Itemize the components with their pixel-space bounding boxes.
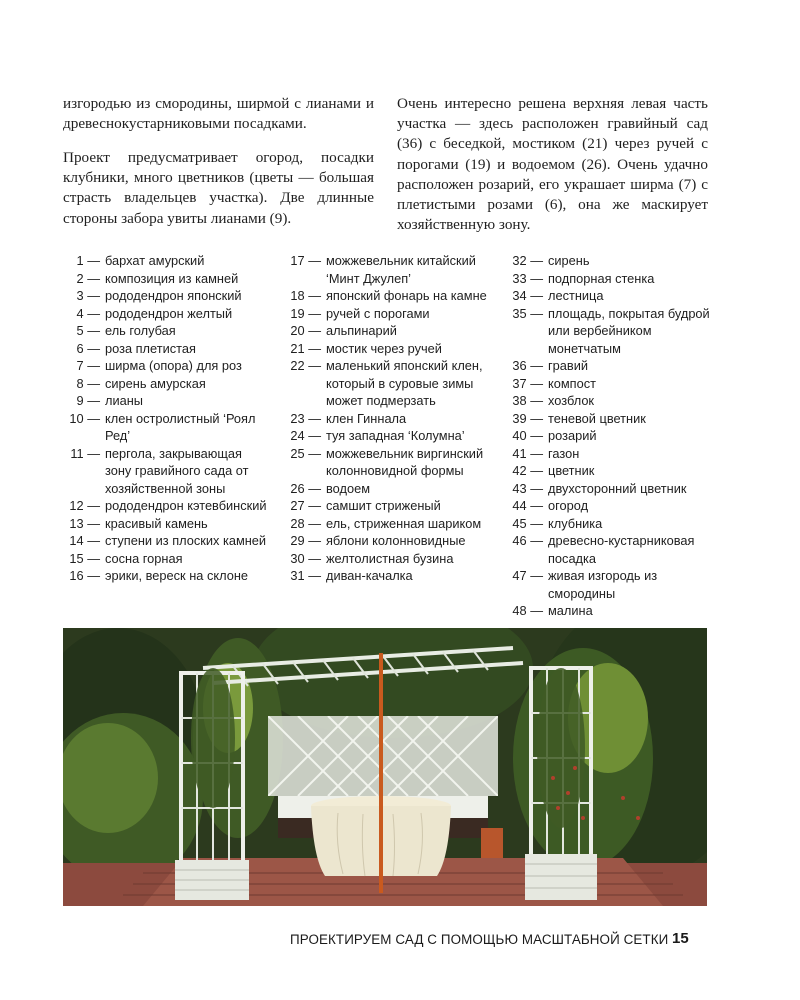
legend-number: 14 — <box>69 533 100 548</box>
legend-label: эрики, вереск на склоне <box>105 568 249 583</box>
legend-number: 42 — <box>512 463 543 478</box>
legend-number: 10 — <box>69 410 100 426</box>
umbrella-pole <box>379 653 383 893</box>
legend-label: теневой цветник <box>548 410 646 426</box>
legend-item <box>58 270 268 288</box>
legend-label: ель, стриженная шариком <box>326 515 482 531</box>
legend-number: 37 — <box>512 375 543 391</box>
legend-number: 13 — <box>69 515 100 531</box>
legend-item <box>283 515 498 533</box>
legend-label: можжевельник китайский ‘Минт Джулеп’ <box>326 253 476 286</box>
legend-item <box>58 287 268 305</box>
legend-label: яблони колонновидные <box>326 533 466 548</box>
legend-number: 28 — <box>290 515 321 531</box>
legend-item <box>283 427 498 445</box>
legend-number: 8 — <box>76 375 100 391</box>
legend-number: 18 — <box>290 288 321 303</box>
legend-item <box>58 392 268 410</box>
legend-item <box>58 357 268 375</box>
legend-number: 36 — <box>512 358 543 373</box>
legend-item <box>505 252 715 270</box>
legend-label: пергола, закрывающая зону гравийного сада от хозяйственной зоны <box>105 445 249 496</box>
legend-item <box>58 567 268 585</box>
legend-number: 30 — <box>290 550 321 566</box>
running-footer-title: ПРОЕКТИРУЕМ САД С ПОМОЩЬЮ МАСШТАБНОЙ СЕТКИ <box>290 932 669 947</box>
legend-item <box>283 322 498 340</box>
legend-item <box>283 287 498 305</box>
legend-label: японский фонарь на камне <box>326 288 487 303</box>
body-paragraph-left-2: Проект предусматривает огород, посадки клубники, много цветников (цветы — большая страсть владельцев участка). Две длинные стороны забора увиты лианами (9). <box>63 149 374 227</box>
legend-label: маленький японский клен, который в суровые зимы может подмерзать <box>326 358 483 408</box>
legend-number: 29 — <box>290 533 321 548</box>
legend-number: 43 — <box>512 480 543 496</box>
legend-item <box>505 410 715 428</box>
legend-number: 45 — <box>512 515 543 531</box>
legend-label: мостик через ручей <box>326 340 442 356</box>
pot-right <box>481 828 503 858</box>
legend-number: 2 — <box>76 270 100 286</box>
legend-number: 23 — <box>290 410 321 426</box>
legend-item <box>505 392 715 410</box>
legend-label: клубника <box>548 515 603 531</box>
legend-item <box>283 357 498 410</box>
legend-number: 39 — <box>512 410 543 426</box>
legend-label: гравий <box>548 358 588 373</box>
pergola-garden-illustration <box>63 628 707 906</box>
legend-number: 31 — <box>290 568 321 583</box>
body-paragraph-right-1: Очень интересно решена верхняя левая часть участка — здесь расположен гравийный сад (36) с беседкой, мостиком (21) через ручей с порогами (19) и водоемом (26). Очень удачно расположен розарий, его украшает ширма (7) с плетистыми розами (6), она же маскирует хозяйственную зону. <box>397 95 708 234</box>
legend-number: 22 — <box>290 358 321 373</box>
legend-item <box>283 480 498 498</box>
legend-number: 15 — <box>69 550 100 566</box>
legend-label: альпинарий <box>326 323 397 338</box>
legend-item <box>58 322 268 340</box>
legend-label: рододендрон японский <box>105 288 242 303</box>
legend-label: самшит стриженый <box>326 498 441 513</box>
legend-number: 44 — <box>512 498 543 513</box>
legend-number: 21 — <box>290 340 321 356</box>
legend-item <box>58 445 268 498</box>
legend-label: древесно-кустарниковая посадка <box>548 533 695 566</box>
legend-item <box>58 497 268 515</box>
legend-item <box>505 462 715 480</box>
legend-number: 27 — <box>290 498 321 513</box>
legend-label: красивый камень <box>105 515 208 531</box>
legend-number: 12 — <box>69 498 100 513</box>
legend-item <box>58 340 268 358</box>
legend-number: 35 — <box>512 305 543 321</box>
legend-label: живая изгородь из смородины <box>548 568 658 601</box>
legend-item <box>505 287 715 305</box>
legend-number: 17 — <box>290 253 321 268</box>
legend-label: желтолистная бузина <box>326 550 454 566</box>
pergola-garden-photo <box>63 628 707 906</box>
legend-number: 20 — <box>290 323 321 338</box>
legend-label: огород <box>548 498 589 513</box>
legend-column-2 <box>283 252 498 585</box>
legend-item <box>505 532 715 567</box>
legend-item <box>505 305 715 358</box>
legend-label: сосна горная <box>105 550 183 566</box>
vine-left-pillar <box>191 668 235 808</box>
legend-number: 16 — <box>69 568 100 583</box>
legend-number: 34 — <box>512 288 543 303</box>
legend-item <box>283 305 498 323</box>
legend-item <box>505 567 715 602</box>
legend-item <box>505 270 715 288</box>
legend-item <box>505 480 715 498</box>
legend-number: 1 — <box>76 253 100 268</box>
legend-number: 24 — <box>290 428 321 443</box>
legend-label: компост <box>548 375 596 391</box>
planter-right <box>525 854 597 900</box>
legend-item <box>283 497 498 515</box>
legend-item <box>58 550 268 568</box>
legend-label: клен остролистный ‘Роял Ред’ <box>105 410 256 443</box>
legend-item <box>505 602 715 620</box>
legend-label: бархат амурский <box>105 253 205 268</box>
body-paragraph-left-1: изгородью из смородины, ширмой с лианами и древеснокустарниковыми посадками. <box>63 95 374 133</box>
legend-label: ширма (опора) для роз <box>105 358 242 373</box>
legend-label: ель голубая <box>105 323 176 338</box>
legend-item <box>505 375 715 393</box>
legend-label: ступени из плоских камней <box>105 533 267 548</box>
legend-number: 25 — <box>290 445 321 461</box>
legend-item <box>58 515 268 533</box>
legend-item <box>283 532 498 550</box>
legend-number: 3 — <box>76 288 100 303</box>
legend-item <box>283 410 498 428</box>
legend-item <box>58 410 268 445</box>
legend-number: 5 — <box>76 323 100 338</box>
legend-label: площадь, покрытая будрой или вербейником монетчатым <box>548 305 710 356</box>
legend-label: сирень амурская <box>105 375 206 391</box>
legend-label: подпорная стенка <box>548 270 655 286</box>
legend-item <box>283 340 498 358</box>
legend-label: роза плетистая <box>105 340 196 356</box>
legend-label: клен Гиннала <box>326 410 407 426</box>
legend-label: рододендрон желтый <box>105 305 233 321</box>
legend-label: цветник <box>548 463 595 478</box>
legend-label: двухсторонний цветник <box>548 480 687 496</box>
legend-item <box>58 375 268 393</box>
legend-item <box>505 427 715 445</box>
legend-label: лестница <box>548 288 604 303</box>
legend-number: 48 — <box>512 603 543 618</box>
legend-item <box>505 515 715 533</box>
legend-label: малина <box>548 603 593 618</box>
legend-label: газон <box>548 445 580 461</box>
page-number: 15 <box>672 930 689 947</box>
legend-item <box>283 252 498 287</box>
legend-column-3 <box>505 252 715 620</box>
legend-number: 6 — <box>76 340 100 356</box>
legend-number: 33 — <box>512 270 543 286</box>
legend-item <box>505 357 715 375</box>
legend-label: ручей с порогами <box>326 305 430 321</box>
legend-number: 7 — <box>76 358 100 373</box>
legend-label: туя западная ‘Колумна’ <box>326 428 465 443</box>
legend-label: композиция из камней <box>105 270 239 286</box>
legend-number: 38 — <box>512 393 543 408</box>
legend-number: 40 — <box>512 428 543 443</box>
legend-item <box>283 550 498 568</box>
legend-item <box>505 445 715 463</box>
legend-label: хозблок <box>548 393 595 408</box>
legend-label: розарий <box>548 428 597 443</box>
legend-item <box>58 532 268 550</box>
legend-item <box>505 497 715 515</box>
legend-label: диван-качалка <box>326 568 413 583</box>
vine-right-pillar <box>537 668 585 828</box>
legend-label: сирень <box>548 253 590 268</box>
legend-number: 32 — <box>512 253 543 268</box>
legend-number: 26 — <box>290 480 321 496</box>
legend-number: 46 — <box>512 533 543 548</box>
legend-item <box>283 567 498 585</box>
legend-item <box>58 305 268 323</box>
legend-item <box>58 252 268 270</box>
legend-label: лианы <box>105 393 143 408</box>
legend-number: 11 — <box>70 445 100 461</box>
legend-number: 19 — <box>290 305 321 321</box>
legend-item <box>283 445 498 480</box>
legend-label: можжевельник виргинский колонновидной формы <box>326 445 484 478</box>
legend-number: 4 — <box>76 305 100 321</box>
legend-label: водоем <box>326 480 370 496</box>
legend-number: 47 — <box>512 568 543 583</box>
legend-number: 41 — <box>512 445 543 461</box>
legend-column-1 <box>58 252 268 585</box>
legend-label: рододендрон кэтевбинский <box>105 498 267 513</box>
legend-number: 9 — <box>76 393 100 408</box>
